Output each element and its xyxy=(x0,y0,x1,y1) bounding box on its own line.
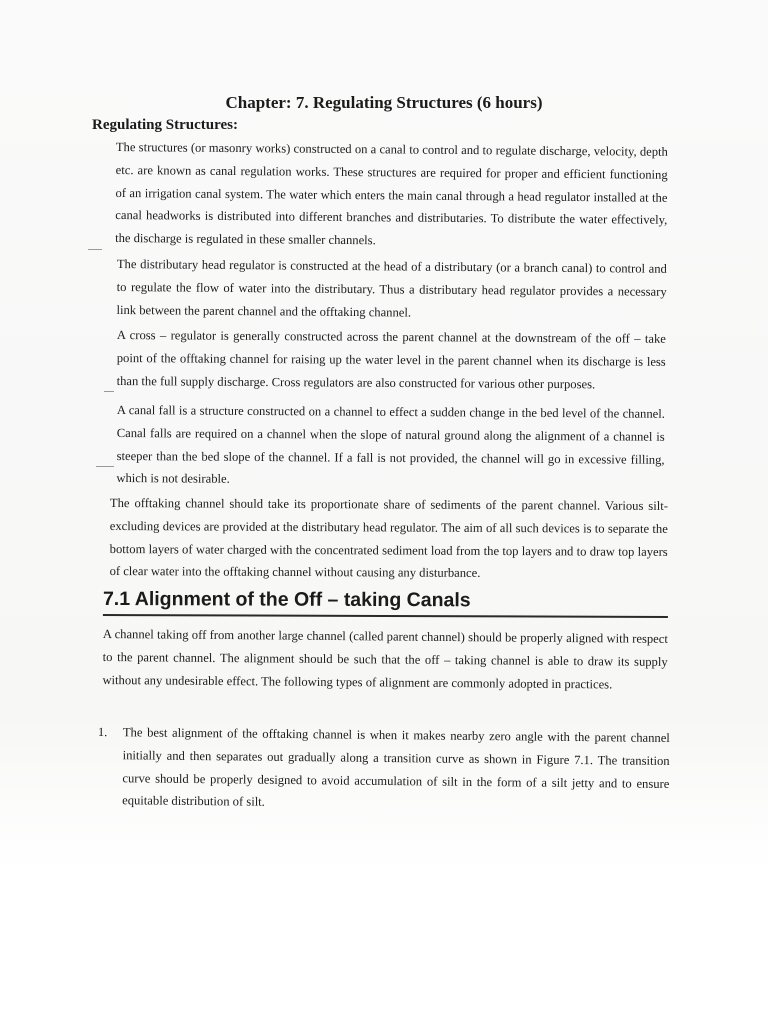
section-subheading: Regulating Structures: xyxy=(92,117,238,133)
chapter-title: Chapter: 7. Regulating Structures (6 hours) xyxy=(225,93,543,112)
paragraph-regulation-works: The structures (or masonry works) constructed on a canal to control and to regulate discharge, velocity, depth etc. are known as canal regulation works. These structures are required for proper and efficient functioning of an irrigation canal system. The water which enters the main canal through a head regulator installed at the canal headworks is distributed into different branches and distributaries. To distribute the water effectively, the discharge is regulated in these smaller channels. xyxy=(115,139,668,248)
paragraph-cross-regulator: A cross – regulator is generally constructed across the parent channel at the downstream of the off – take point of the offtaking channel for raising up the water level in the parent channel when its discharge is less than the full supply discharge. Cross regulators are also constructed for various other purposes. xyxy=(116,327,666,391)
section-heading: 7.1 Alignment of the Off – taking Canals xyxy=(103,588,668,618)
paragraph-canal-fall: A canal fall is a structure constructed on a channel to effect a sudden change in the bed level of the channel. Canal falls are required on a channel when the slope of natural ground along the alignment of a channel is steeper than the bed slope of the channel. If a fall is not provided, the channel will go in excessive filling, which is not desirable. xyxy=(116,402,665,487)
list-item-number: 1. xyxy=(97,724,108,740)
list-item-text: The best alignment of the offtaking channel is when it makes nearby zero angle with the parent channel initially and then separates out gradually along a transition curve as shown in Figure 7.1. The transition curve should be properly designed to avoid accumulation of silt in the form of a silt jetty and to ensure equitable distribution of silt. xyxy=(122,725,670,810)
scan-mark xyxy=(96,466,114,467)
paragraph-distributary-head-regulator: The distributary head regulator is constructed at the head of a distributary (or a branch canal) to control and to regulate the flow of water into the distributary. Thus a distributary head regulator provides a necessary link between the parent channel and the offtaking channel. xyxy=(116,256,667,320)
scan-mark xyxy=(104,391,114,392)
scan-mark xyxy=(88,249,102,250)
list-item xyxy=(97,721,670,810)
paragraph-alignment-intro: A channel taking off from another large channel (called parent channel) should be properly aligned with respect to the parent channel. The alignment should be such that the off – taking channel is able to draw its supply without any undesirable effect. The following types of alignment are commonly adopted in practices. xyxy=(102,626,668,692)
paragraph-silt-excluding-devices: The offtaking channel should take its proportionate share of sediments of the parent channel. Various silt-excluding devices are provided at the distributary head regulator. The aim of all such devices is to separate the bottom layers of water charged with the concentrated sediment load from the top layers and to draw top layers of clear water into the offtaking channel without causing any disturbance. xyxy=(109,495,668,581)
